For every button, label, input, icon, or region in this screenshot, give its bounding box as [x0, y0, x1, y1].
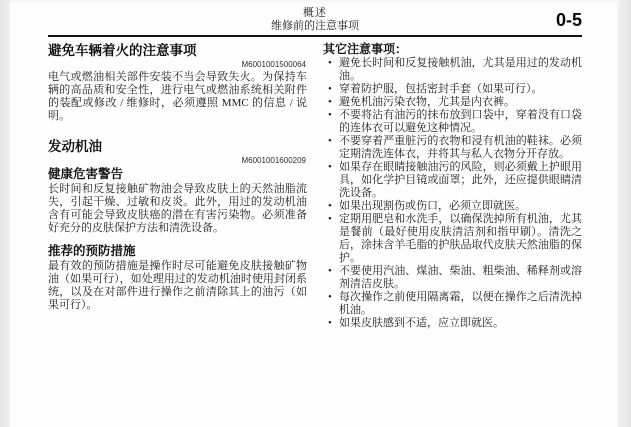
- right-column: [323, 42, 582, 330]
- subheading-health-warning: 健康危害警告: [48, 167, 124, 181]
- bullet-item: • 如果出现割伤或伤口，必须立即就医。: [323, 200, 582, 213]
- paragraph-fire-precautions: 电气或燃油相关部件安装不当会导致失火。为保持车辆的高品质和安全性，进行电气或燃油系统相关附件的装配或修改 / 维修时，必须遵照 MMC 的信息 / 说明。: [48, 71, 307, 122]
- page-number: 0-5: [555, 10, 582, 30]
- heading-other-notes: 其它注意事项：: [323, 42, 408, 56]
- chapter-title: 概述: [303, 7, 327, 19]
- bullet-item: • 穿着防护服，包括密封手套（如果可行）。: [323, 83, 582, 96]
- bullet-item: • 如果存在眼睛接触油污的风险，则必须戴上护眼用具，如化学护目镜或面罩；此外，还应提供眼睛清洗设备。: [323, 161, 582, 200]
- page-header: [48, 7, 582, 37]
- bullet-item: • 不要穿着严重脏污的衣物和浸有机油的鞋袜。必须定期清洗连体衣，并将其与私人衣物分开存放。: [323, 135, 582, 161]
- section-heading-engine-oil: 发动机油: [48, 139, 102, 154]
- page-edge-shadow: [618, 0, 631, 427]
- bullet-item: • 不要将沾有油污的抹布放到口袋中，穿着没有口袋的连体衣可以避免这种情况。: [323, 109, 582, 135]
- bullet-list: [323, 57, 582, 330]
- bullet-item: • 不要使用汽油、煤油、柴油、粗柴油、稀释剂或溶剂清洁皮肤。: [323, 265, 582, 291]
- bullet-item: • 避免长时间和反复接触机油，尤其是用过的发动机油。: [323, 57, 582, 83]
- page-content: [9, 0, 618, 330]
- paragraph-recommended-precautions: 最有效的预防措施是操作时尽可能避免皮肤接触矿物油（如果可行），如处理用过的发动机油时使用封闭系统，以及在对部件进行操作之前清除其上的油污（如果可行）。: [48, 260, 307, 311]
- left-column: [48, 42, 307, 330]
- paragraph-health-warning: 长时间和反复接触矿物油会导致皮肤上的天然油脂流失，引起干燥、过敏和皮炎。此外，用过的发动机油含有可能会导致皮肤癌的潜在有害污染物。必须准备好充分的皮肤保护方法和清洗设备。: [48, 183, 307, 234]
- bullet-item: • 定期用肥皂和水洗手，以确保洗掉所有机油，尤其是餐前（最好使用皮肤清洁剂和指甲刷）。清洗之后，涂抹含羊毛脂的护肤品取代皮肤天然油脂的保护。: [323, 213, 582, 265]
- section-heading-fire-precautions: 避免车辆着火的注意事项: [48, 43, 197, 58]
- bullet-item: • 如果皮肤感到不适，应立即就医。: [323, 317, 582, 330]
- document-page: [9, 0, 618, 427]
- two-column-layout: [48, 42, 582, 330]
- bullet-item: • 避免机油污染衣物，尤其是内衣裤。: [323, 96, 582, 109]
- doc-code: M6001001500064: [241, 60, 306, 69]
- subheading-recommended-precautions: 推荐的预防措施: [48, 244, 136, 258]
- doc-code: M6001001600209: [241, 156, 306, 165]
- bullet-item: • 每次操作之前使用隔离霜，以便在操作之后清洗掉机油。: [323, 291, 582, 317]
- section-title: 维修前的注意事项: [271, 20, 359, 32]
